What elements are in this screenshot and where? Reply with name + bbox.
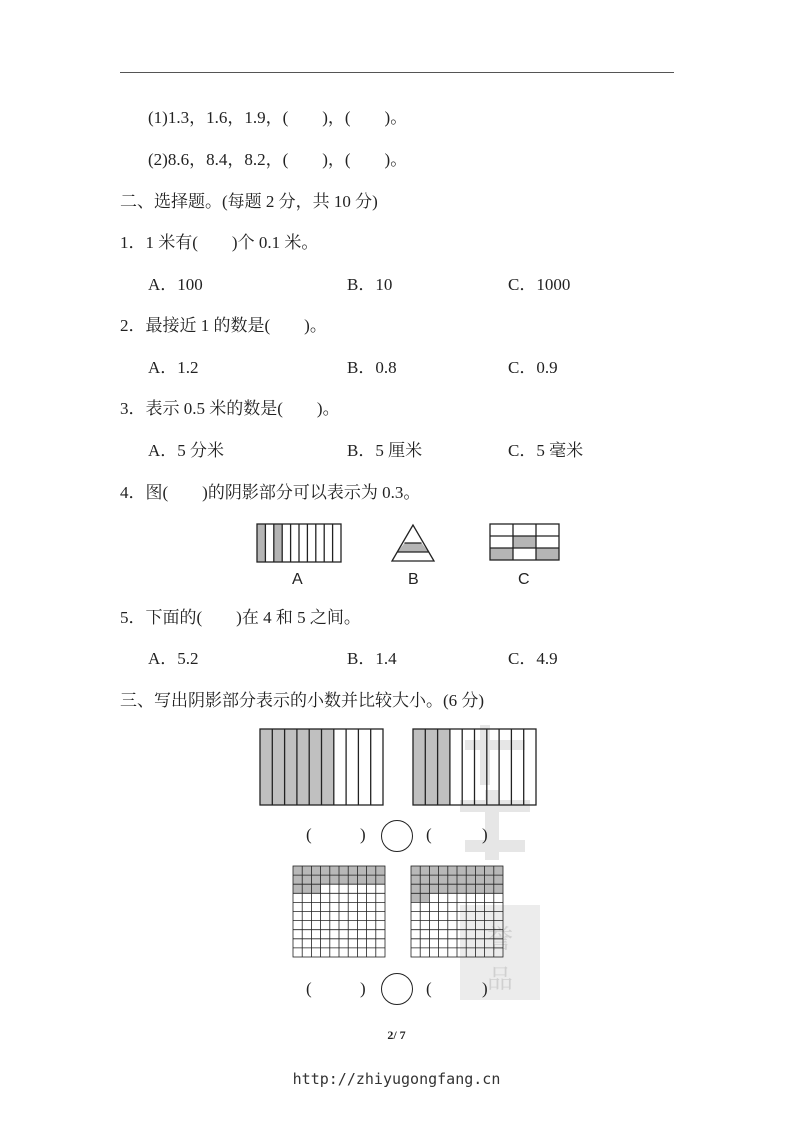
footer-url[interactable]: http://zhiyugongfang.cn	[292, 1070, 501, 1088]
question-4-stem: 4．图( )的阴影部分可以表示为 0.3。	[120, 483, 421, 502]
answer-paren-open-2a: (	[306, 979, 312, 998]
compare-circle-1	[381, 820, 413, 852]
figure-b-label: B	[408, 571, 419, 588]
figure-a-strips	[256, 523, 342, 563]
answer-paren-open-1a: (	[306, 825, 312, 844]
figure-c-grid	[488, 523, 561, 563]
question-5-option-c: C．4.9	[508, 649, 558, 668]
compare-circle-2	[381, 973, 413, 1005]
header-rule	[120, 72, 674, 73]
question-5-option-a: A．5.2	[148, 649, 199, 668]
answer-paren-close-1b: )	[482, 825, 488, 844]
question-2-option-c: C．0.9	[508, 358, 558, 377]
answer-paren-close-2a: )	[360, 979, 366, 998]
figure-b-triangle	[390, 523, 436, 563]
fill-question-2: (2)8.6，8.4，8.2，( )，( )。	[148, 150, 408, 169]
answer-paren-close-2b: )	[482, 979, 488, 998]
hundredths-figure-left	[292, 865, 387, 958]
fill-question-1: (1)1.3，1.6，1.9，( )，( )。	[148, 108, 408, 127]
figure-a-label: A	[292, 571, 303, 588]
question-3-option-a: A．5 分米	[148, 441, 225, 460]
question-2-stem: 2．最接近 1 的数是( )。	[120, 316, 327, 335]
answer-paren-open-1b: (	[426, 825, 432, 844]
tenths-figure-right	[412, 728, 538, 806]
answer-paren-close-1a: )	[360, 825, 366, 844]
watermark-char-2: 品	[486, 965, 514, 995]
question-5-option-b: B．1.4	[347, 649, 397, 668]
watermark-char-1: 誉	[486, 925, 514, 955]
question-1-option-c: C．1000	[508, 275, 571, 294]
question-2-option-a: A．1.2	[148, 358, 199, 377]
question-1-stem: 1．1 米有( )个 0.1 米。	[120, 233, 319, 252]
question-3-option-b: B．5 厘米	[347, 441, 423, 460]
hundredths-figure-right	[410, 865, 505, 958]
figure-c-label: C	[518, 571, 530, 588]
answer-paren-open-2b: (	[426, 979, 432, 998]
question-5-stem: 5．下面的( )在 4 和 5 之间。	[120, 608, 361, 627]
section2-heading: 二、选择题。(每题 2 分，共 10 分)	[120, 192, 378, 211]
question-2-option-b: B．0.8	[347, 358, 397, 377]
page-number: 2/ 7	[387, 1028, 406, 1042]
tenths-figure-left	[259, 728, 385, 806]
question-1-option-b: B．10	[347, 275, 393, 294]
question-3-option-c: C．5 毫米	[508, 441, 584, 460]
question-1-option-a: A．100	[148, 275, 203, 294]
section3-heading: 三、写出阴影部分表示的小数并比较大小。(6 分)	[120, 691, 485, 710]
question-3-stem: 3．表示 0.5 米的数是( )。	[120, 399, 340, 418]
